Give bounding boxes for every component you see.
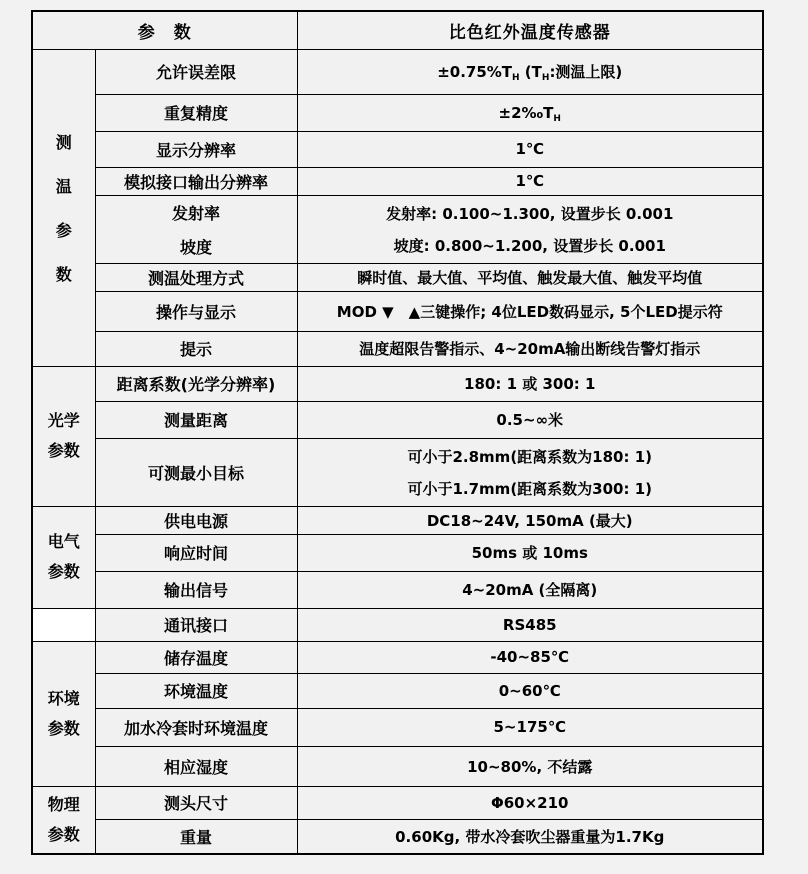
group-line: 参数 xyxy=(47,441,80,460)
row-response-time xyxy=(32,534,763,571)
value-cell: 5~175℃ xyxy=(297,708,763,746)
param-cell: 加水冷套时环境温度 xyxy=(95,708,297,746)
param-cell: 响应时间 xyxy=(95,534,297,571)
value-cell xyxy=(297,195,763,263)
group-line: 环境 xyxy=(47,688,80,708)
param-cell: 相应湿度 xyxy=(95,746,297,786)
param-cell: 重复精度 xyxy=(95,94,297,131)
value-cell: 1℃ xyxy=(297,167,763,195)
row-water-jacket-temp xyxy=(32,708,763,746)
row-repeatability xyxy=(32,94,763,131)
group-line: 电气 xyxy=(47,532,80,552)
group-cell-optical-params xyxy=(32,366,95,506)
value-lines xyxy=(300,446,761,499)
header-param-cell: 参 数 xyxy=(32,11,297,49)
group-line: 物理 xyxy=(47,795,80,815)
group-cell-environment-params xyxy=(32,641,95,786)
row-comm-interface xyxy=(32,608,763,641)
group-cell-temperature-params xyxy=(32,49,95,366)
group-char: 参 xyxy=(55,221,72,240)
param-cell: 显示分辨率 xyxy=(95,131,297,167)
param-cell: 可测最小目标 xyxy=(95,438,297,506)
group-line: 光学 xyxy=(47,411,80,431)
param-cell: 允许误差限 xyxy=(95,49,297,94)
row-humidity xyxy=(32,746,763,786)
value-cell: RS485 xyxy=(297,608,763,641)
subscript-h: H xyxy=(553,113,561,124)
value-cell: 4~20mA (全隔离) xyxy=(297,571,763,608)
param-cell: 距离系数(光学分辨率) xyxy=(95,366,297,401)
row-distance-ratio xyxy=(32,366,763,401)
value-fragment: ±0.75%T xyxy=(437,63,513,81)
row-allowed-error xyxy=(32,49,763,94)
group-cell-physical-params xyxy=(32,786,95,854)
param-cell: 储存温度 xyxy=(95,641,297,673)
value-cell: 50ms 或 10ms xyxy=(297,534,763,571)
param-cell: 操作与显示 xyxy=(95,291,297,331)
row-power-supply xyxy=(32,506,763,534)
row-storage-temp xyxy=(32,641,763,673)
group-char: 数 xyxy=(55,265,72,284)
header-row xyxy=(32,11,763,49)
row-display-resolution xyxy=(32,131,763,167)
param-line: 发射率 xyxy=(171,203,220,223)
param-cell: 模拟接口输出分辨率 xyxy=(95,167,297,195)
header-product-cell: 比色红外温度传感器 xyxy=(297,11,763,49)
param-cell: 重量 xyxy=(95,819,297,854)
group-line: 参数 xyxy=(47,824,80,844)
row-ambient-temp xyxy=(32,673,763,708)
param-cell: 供电电源 xyxy=(95,506,297,534)
group-cell-electrical-params xyxy=(32,506,95,608)
group-char: 测 xyxy=(55,133,72,152)
param-lines xyxy=(98,201,295,258)
row-probe-size xyxy=(32,786,763,819)
value-cell xyxy=(297,49,763,94)
sensor-spec-table xyxy=(31,10,764,855)
value-cell: MOD ▼ ▲三键操作; 4位LED数码显示, 5个LED提示符 xyxy=(297,291,763,331)
param-line: 坡度 xyxy=(179,237,212,257)
row-min-target xyxy=(32,438,763,506)
value-cell: 1℃ xyxy=(297,131,763,167)
group-label-vertical xyxy=(35,130,93,285)
value-line: 发射率: 0.100~1.300, 设置步长 0.001 xyxy=(386,204,674,223)
value-cell: 瞬时值、最大值、平均值、触发最大值、触发平均值 xyxy=(297,263,763,291)
value-fragment: ±2‰T xyxy=(498,103,554,122)
row-indication xyxy=(32,331,763,366)
subscript-h: H xyxy=(512,73,520,83)
row-emissivity-slope xyxy=(32,195,763,263)
value-fragment: :测温上限) xyxy=(549,63,623,81)
value-cell xyxy=(297,438,763,506)
value-cell: -40~85℃ xyxy=(297,641,763,673)
value-line: 可小于1.7mm(距离系数为300: 1) xyxy=(407,479,652,498)
value-cell: 10~80%, 不结露 xyxy=(297,746,763,786)
value-lines xyxy=(300,203,761,256)
param-cell: 测温处理方式 xyxy=(95,263,297,291)
row-operation-display xyxy=(32,291,763,331)
value-cell: 0~60℃ xyxy=(297,673,763,708)
param-cell: 输出信号 xyxy=(95,571,297,608)
value-cell: DC18~24V, 150mA (最大) xyxy=(297,506,763,534)
param-cell: 提示 xyxy=(95,331,297,366)
value-cell: 0.5~∞米 xyxy=(297,401,763,438)
row-output-signal xyxy=(32,571,763,608)
group-char: 温 xyxy=(55,177,72,196)
value-line: 坡度: 0.800~1.200, 设置步长 0.001 xyxy=(393,236,666,255)
value-cell xyxy=(297,94,763,131)
group-line: 参数 xyxy=(47,562,80,581)
param-cell: 环境温度 xyxy=(95,673,297,708)
param-cell: 测头尺寸 xyxy=(95,786,297,819)
row-measuring-distance xyxy=(32,401,763,438)
value-cell: Φ60×210 xyxy=(297,786,763,819)
value-cell: 180: 1 或 300: 1 xyxy=(297,366,763,401)
row-processing-mode xyxy=(32,263,763,291)
group-cell-blank xyxy=(32,608,95,641)
value-cell: 温度超限告警指示、4~20mA输出断线告警灯指示 xyxy=(297,331,763,366)
value-cell: 0.60Kg, 带水冷套吹尘器重量为1.7Kg xyxy=(297,819,763,854)
param-cell xyxy=(95,195,297,263)
subscript-h: H xyxy=(541,73,550,83)
param-cell: 通讯接口 xyxy=(95,608,297,641)
value-fragment: (T xyxy=(519,63,542,81)
value-line: 可小于2.8mm(距离系数为180: 1) xyxy=(407,447,652,466)
group-line: 参数 xyxy=(47,718,80,738)
row-analog-output-resolution xyxy=(32,167,763,195)
param-cell: 测量距离 xyxy=(95,401,297,438)
row-weight xyxy=(32,819,763,854)
